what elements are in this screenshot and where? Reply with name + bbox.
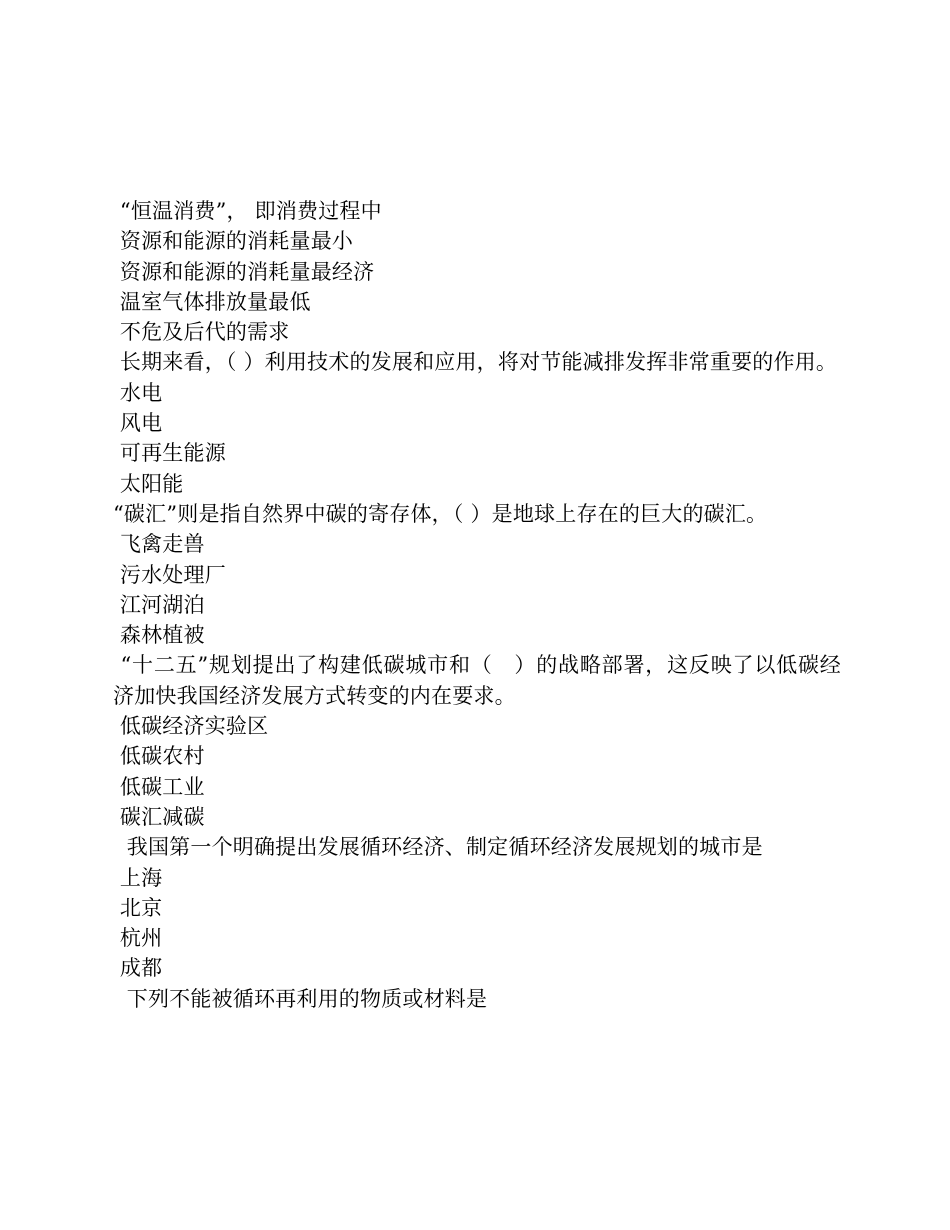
answer-option: 低碳工业 <box>113 774 205 799</box>
answer-option: 北京 <box>113 895 163 920</box>
answer-option: 杭州 <box>113 926 163 951</box>
answer-option: 太阳能 <box>113 471 184 496</box>
answer-option: 低碳农村 <box>113 744 205 769</box>
answer-option: 飞禽走兽 <box>113 532 205 557</box>
answer-option: 资源和能源的消耗量最经济 <box>113 259 375 284</box>
question-text: 我国第一个明确提出发展循环经济、制定循环经济发展规划的城市是 <box>113 835 763 860</box>
question-text: “十二五”规划提出了构建低碳城市和（ ）的战略部署，这反映了以低碳经济加快我国经济发展方式转变的内在要求。 <box>113 653 841 708</box>
answer-option: 可再生能源 <box>113 441 226 466</box>
question-stem-text: “恒温消费”， 即消费过程中 <box>113 199 382 223</box>
answer-option: 成都 <box>113 956 163 981</box>
question-text: 下列不能被循环再利用的物质或材料是 <box>113 986 488 1011</box>
answer-option: 不危及后代的需求 <box>113 320 290 345</box>
answer-option: 碳汇减碳 <box>113 804 205 829</box>
question-text: 长期来看，（ ）利用技术的发展和应用，将对节能减排发挥非常重要的作用。 <box>113 350 838 375</box>
answer-option: 污水处理厂 <box>113 562 226 587</box>
answer-option: 江河湖泊 <box>113 592 205 617</box>
answer-option: 上海 <box>113 865 163 890</box>
document-body <box>113 196 841 1014</box>
answer-option: 低碳经济实验区 <box>113 714 269 739</box>
answer-option: 资源和能源的消耗量最小 <box>113 229 354 254</box>
answer-option: 水电 <box>113 380 163 405</box>
answer-option: 森林植被 <box>113 623 205 648</box>
answer-option: 温室气体排放量最低 <box>113 289 311 314</box>
answer-option: 风电 <box>113 411 163 436</box>
question-text: “碳汇”则是指自然界中碳的寄存体，（ ）是地球上存在的巨大的碳汇。 <box>113 501 768 526</box>
